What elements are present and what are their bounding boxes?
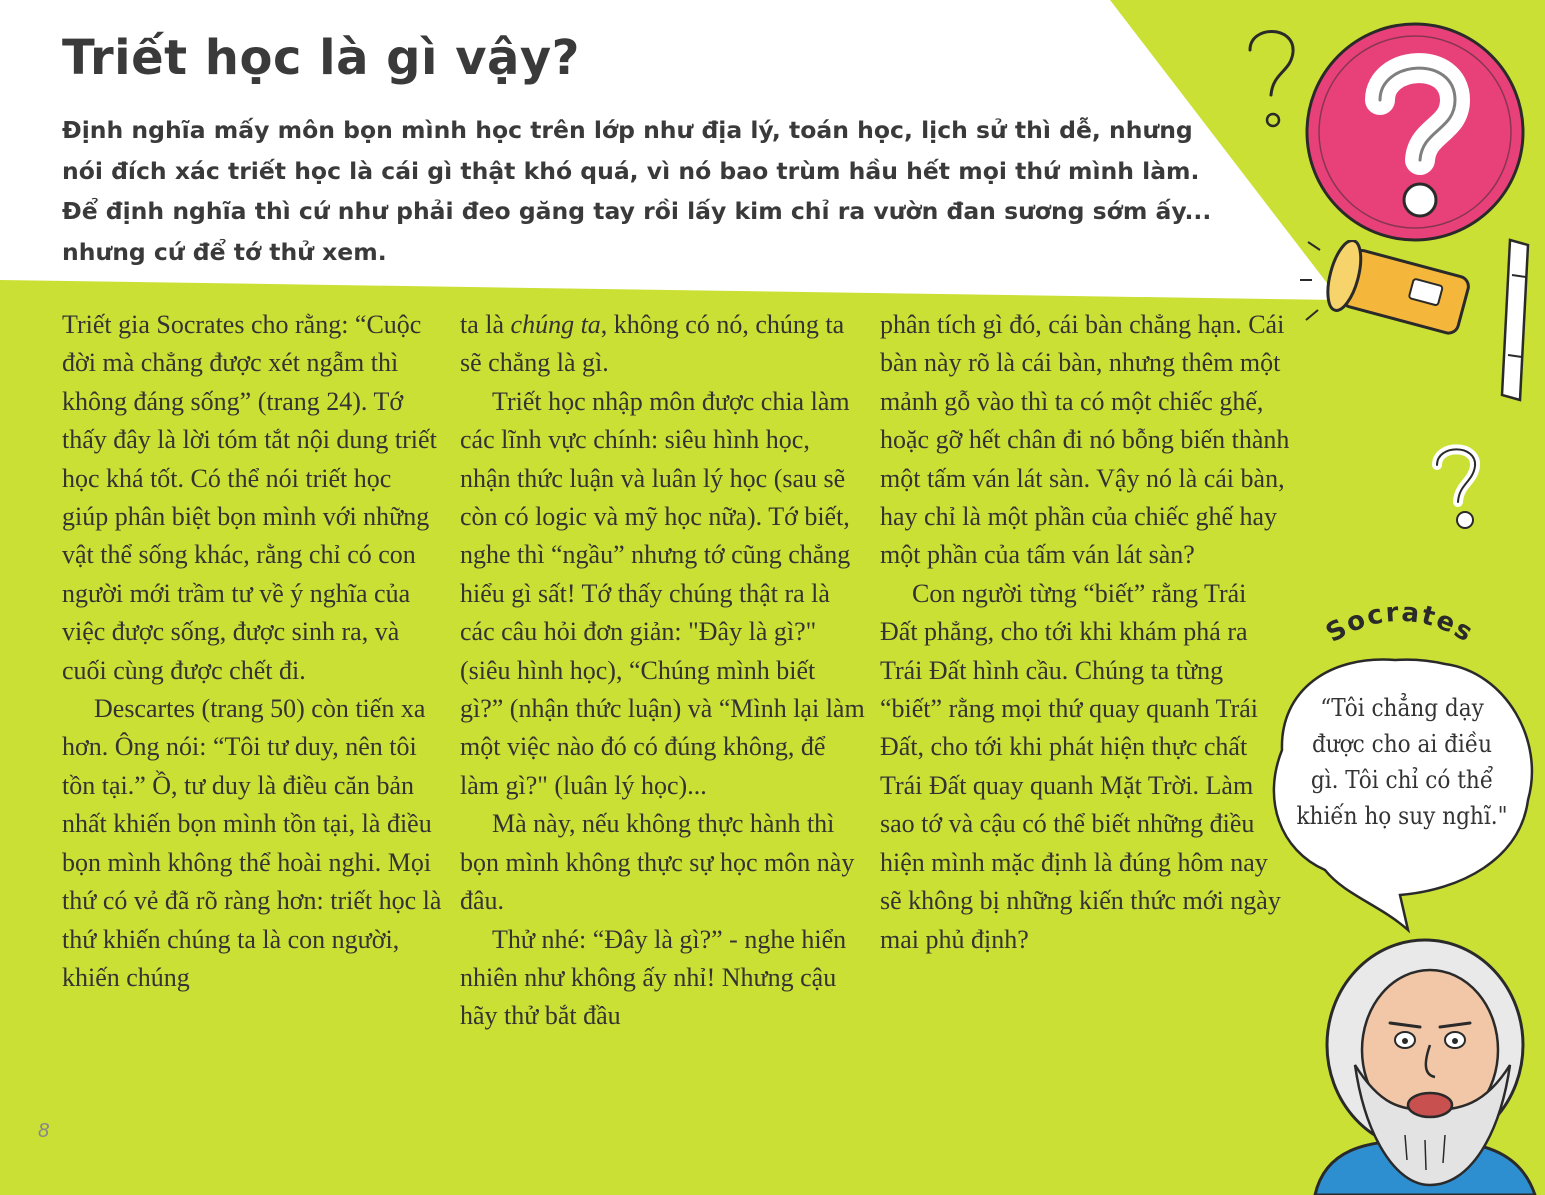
flashlight-icon: [1300, 240, 1475, 340]
text-span: ta là: [460, 310, 511, 339]
text-column-3: [880, 306, 1290, 959]
emphasis-text: chúng ta: [510, 310, 601, 339]
paragraph: [460, 306, 865, 383]
paragraph: phân tích gì đó, cái bàn chẳng hạn. Cái bàn này rõ là cái bàn, nhưng thêm một mảnh gỗ vào thì ta có một chiếc ghế, hoặc gỡ hết chân đi nó bỗng biến thành một tấm ván lát sàn. Vậy nó là cái bàn, hay chỉ là một phần của chiếc ghế hay một phần của tấm ván lát sàn?: [880, 310, 1290, 570]
paragraph: Thử nhé: “Đây là gì?” - nghe hiển nhiên như không ấy nhỉ! Nhưng cậu hãy thử bắt đầu: [460, 924, 847, 1031]
pen-icon: [1490, 235, 1540, 410]
paragraph: Mà này, nếu không thực hành thì bọn mình không thực sự học môn này đâu.: [460, 809, 855, 916]
page-title: Triết học là gì vậy?: [62, 30, 581, 86]
page-number: 8: [38, 1120, 50, 1142]
small-question-icon-2: [1425, 440, 1490, 535]
question-mark-icon: [1300, 20, 1535, 250]
small-question-icon: [1235, 20, 1305, 140]
text-column-1: [62, 306, 442, 997]
paragraph: Triết học nhập môn được chia làm các lĩnh vực chính: siêu hình học, nhận thức luận và luân lý học (sau sẽ còn có logic và mỹ học nữa). Tớ biết, nghe thì “ngầu” nhưng tớ cũng chẳng hiểu gì sất! Tớ thấy chúng thật ra là các câu hỏi đơn giản: "Đây là gì?" (siêu hình học), “Chúng mình biết gì?” (nhận thức luận) và “Mình lại làm một việc nào đó có đúng không, để làm gì?" (luân lý học)...: [460, 386, 865, 800]
text-span: , không có nó, chúng ta sẽ chẳng là gì.: [460, 310, 845, 378]
socrates-quote: “Tôi chẳng dạy được cho ai điều gì. Tôi chỉ có thể khiến họ suy nghĩ.": [1296, 694, 1508, 830]
svg-text:Socrates: [1321, 598, 1479, 649]
text-column-2: [460, 306, 865, 1036]
paragraph: Triết gia Socrates cho rằng: “Cuộc đời mà chẳng được xét ngẫm thì không đáng sống” (trang 24). Tớ thấy đây là lời tóm tắt nội dung triết học khá tốt. Có thể nói triết học giúp phân biệt bọn mình với những vật thể sống khác, rằng chỉ có con người mới trầm tư về ý nghĩa của việc được sống, được sinh ra, và cuối cùng được chết đi.: [62, 310, 437, 685]
socrates-portrait: [1295, 935, 1545, 1195]
paragraph: Con người từng “biết” rằng Trái Đất phẳng, cho tới khi khám phá ra Trái Đất hình cầu. Chúng ta từng “biết” rằng mọi thứ quay quanh Trái Đất, cho tới khi phát hiện thực chất Trái Đất quay quanh Mặt Trời. Làm sao tớ và cậu có thể biết những điều hiện mình mặc định là đúng hôm nay sẽ không bị những kiến thức mới ngày mai phủ định?: [880, 578, 1281, 954]
speaker-label: [1300, 590, 1500, 660]
paragraph: Descartes (trang 50) còn tiến xa hơn. Ông nói: “Tôi tư duy, nên tôi tồn tại.” Ồ, tư duy là điều căn bản nhất khiến bọn mình tồn tại, là điều bọn mình không thể hoài nghi. Mọi thứ có vẻ đã rõ ràng hơn: triết học là thứ khiến chúng ta là con người, khiến chúng: [62, 694, 442, 992]
speaker-name: Socrates: [1321, 597, 1480, 649]
intro-paragraph: Định nghĩa mấy môn bọn mình học trên lớp như địa lý, toán học, lịch sử thì dễ, nhưng nói đích xác triết học là cái gì thật khó quá, vì nó bao trùm hầu hết mọi thứ mình làm. Để định nghĩa thì cứ như phải đeo găng tay rồi lấy kim chỉ ra vườn đan sương sớm ấy... nhưng cứ để tớ thử xem.: [62, 116, 1212, 266]
